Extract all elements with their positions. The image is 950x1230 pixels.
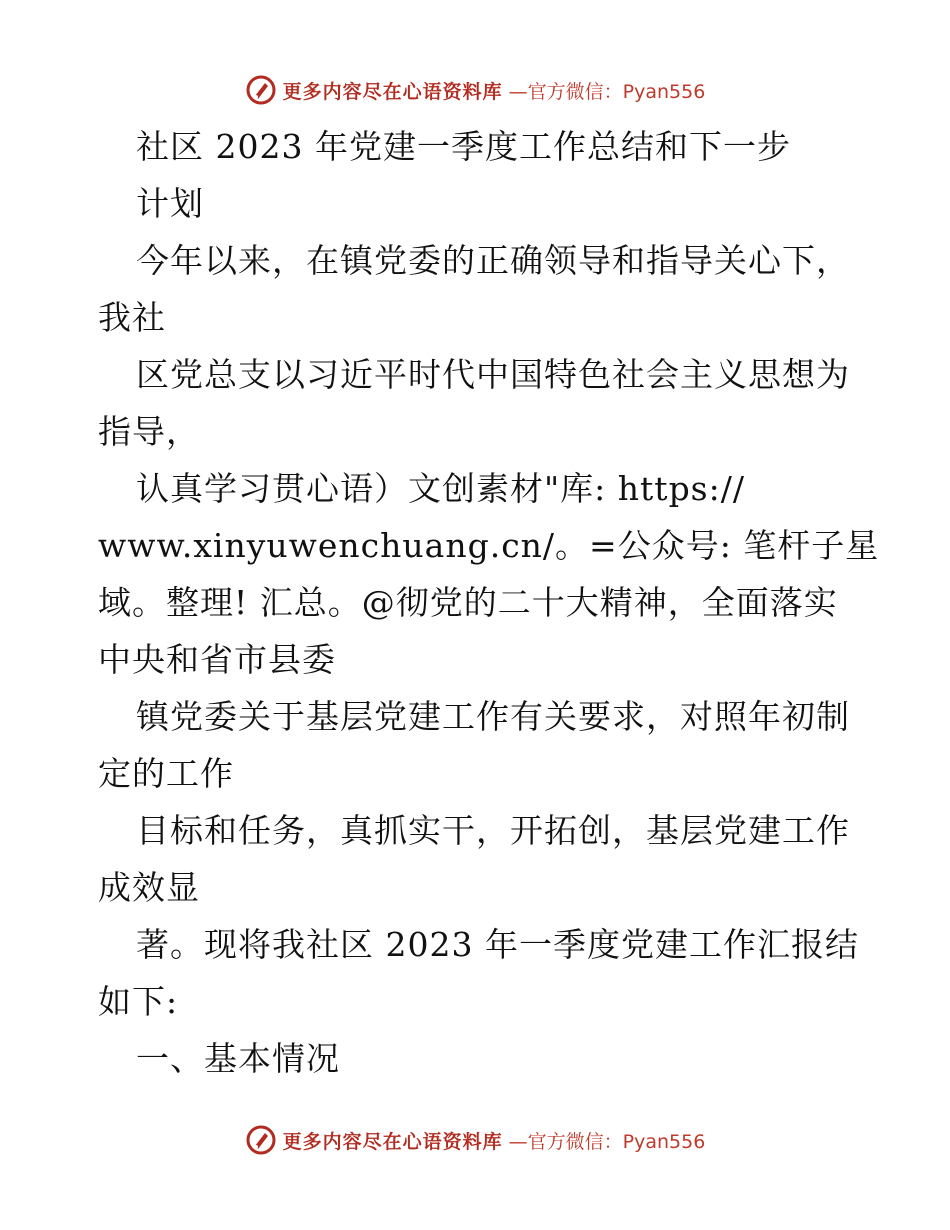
paragraph-line: 我社 bbox=[98, 298, 166, 337]
paragraph-line: 目标和任务，真抓实干，开拓创，基层党建工作 bbox=[136, 811, 850, 850]
paragraph-line: 认真学习贯心语）文创素材"库: https:// bbox=[136, 469, 745, 508]
section-heading: 一、基本情况 bbox=[136, 1039, 340, 1078]
paragraph-line: 域。整理! 汇总。@彻党的二十大精神，全面落实 bbox=[98, 583, 838, 622]
pen-logo-icon bbox=[245, 1124, 277, 1156]
paragraph-line: 指导， bbox=[98, 412, 200, 451]
paragraph-line: 定的工作 bbox=[98, 754, 234, 793]
paragraph-line: 如下: bbox=[98, 982, 179, 1021]
banner-wechat: —官方微信：Pyan556 bbox=[508, 80, 706, 103]
paragraph-line: 中央和省市县委 bbox=[98, 640, 336, 679]
pen-logo-icon bbox=[245, 74, 277, 106]
document-body bbox=[98, 118, 880, 1087]
footer-banner bbox=[0, 1120, 950, 1160]
header-banner bbox=[0, 70, 950, 110]
paragraph-line: 著。现将我社区 2023 年一季度党建工作汇报结 bbox=[136, 925, 859, 964]
banner-wechat: —官方微信：Pyan556 bbox=[508, 1130, 706, 1153]
document-title-line-1: 社区 2023 年党建一季度工作总结和下一步 bbox=[136, 127, 791, 166]
banner-text: 更多内容尽在心语资料库 bbox=[282, 80, 503, 103]
banner-text: 更多内容尽在心语资料库 bbox=[282, 1130, 503, 1153]
paragraph-line: www.xinyuwenchuang.cn/。=公众号: 笔杆子星 bbox=[98, 526, 880, 565]
paragraph-line: 成效显 bbox=[98, 868, 200, 907]
paragraph-line: 区党总支以习近平时代中国特色社会主义思想为 bbox=[136, 355, 850, 394]
document-title-line-2: 计划 bbox=[136, 184, 204, 223]
paragraph-line: 镇党委关于基层党建工作有关要求，对照年初制 bbox=[136, 697, 850, 736]
paragraph-line: 今年以来，在镇党委的正确领导和指导关心下， bbox=[136, 241, 850, 280]
